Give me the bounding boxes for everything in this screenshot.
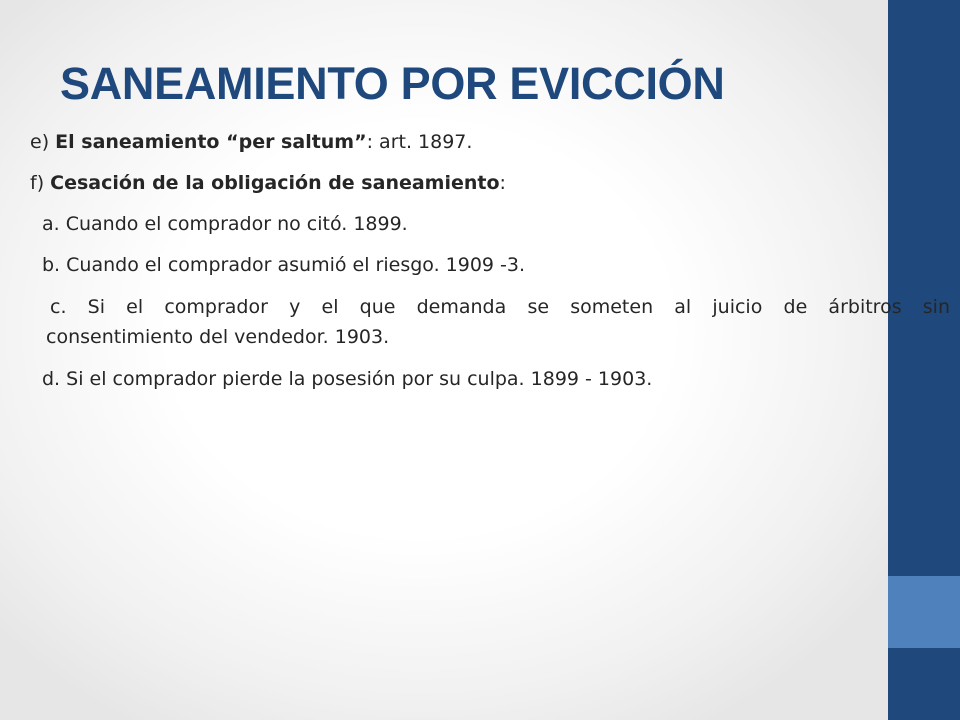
item-e-suffix: : art. 1897. <box>366 131 473 153</box>
subitem-a: a. Cuando el comprador no citó. 1899. <box>42 213 408 235</box>
item-f-prefix: f) <box>30 172 51 194</box>
item-e-bold: El saneamiento “per saltum” <box>55 131 367 153</box>
slide-title: SANEAMIENTO POR EVICCIÓN <box>60 58 725 109</box>
item-f-bold: Cesación de la obligación de saneamiento <box>50 172 500 194</box>
subitem-d: d. Si el comprador pierde la posesión por su culpa. 1899 - 1903. <box>42 368 653 390</box>
subitem-c-line2: consentimiento del vendedor. 1903. <box>46 326 390 348</box>
item-e-prefix: e) <box>30 131 56 153</box>
item-f-suffix: : <box>499 172 506 194</box>
subitem-c-line1: c. Si el comprador y el que demanda se someten al juicio de árbitros sin <box>50 296 950 318</box>
subitem-c <box>30 292 950 352</box>
sidebar-accent-block <box>888 576 960 648</box>
slide-body <box>30 128 950 393</box>
item-e <box>30 128 950 156</box>
subitem-b: b. Cuando el comprador asumió el riesgo. 1909 -3. <box>42 254 526 276</box>
item-f <box>30 169 950 197</box>
